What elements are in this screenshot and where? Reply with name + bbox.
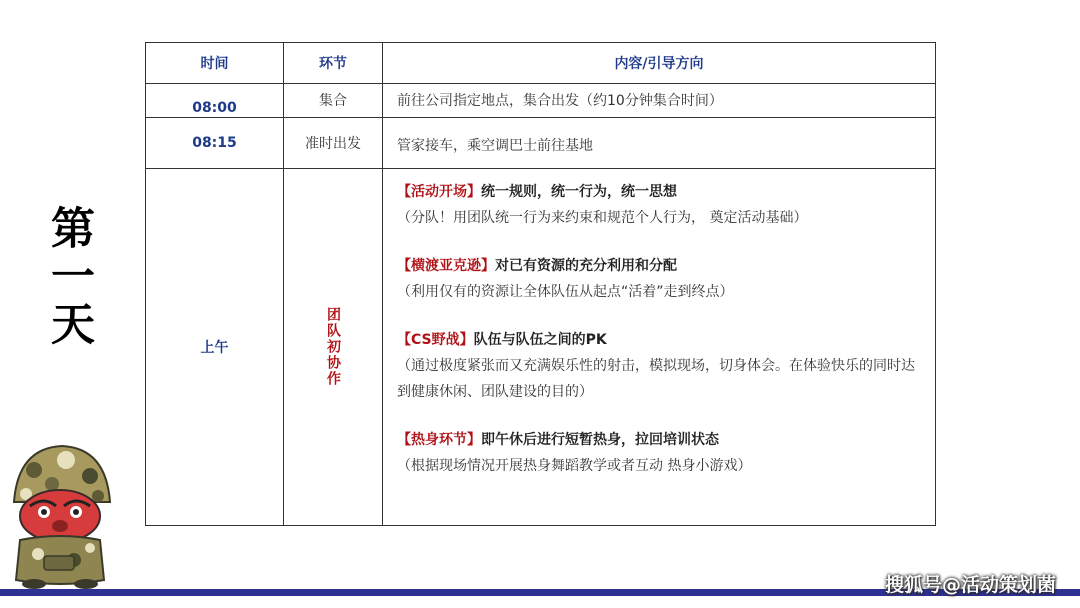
activity-desc: （利用仅有的资源让全体队伍从起点“活着”走到终点） — [397, 284, 734, 300]
activity-title: 队伍与队伍之间的PK — [473, 332, 607, 348]
activity-desc: （通过极度紧张而又充满娱乐性的射击，模拟现场，切身体会。在体验快乐的同时达到健康休闲、团队建设的目的） — [397, 358, 915, 400]
row-step-cell — [284, 169, 383, 526]
activity-desc: （根据现场情况开展热身舞蹈教学或者互动 热身小游戏） — [397, 458, 752, 474]
row-time: 08:15 — [146, 118, 284, 169]
activity-tag: 【活动开场】 — [397, 184, 481, 200]
activity-desc: （分队！用团队统一行为来约束和规范个人行为， 奠定活动基础） — [397, 210, 808, 226]
table-row — [146, 169, 936, 526]
header-step: 环节 — [284, 43, 383, 84]
header-content: 内容/引导方向 — [383, 43, 936, 84]
activity-title: 统一规则，统一行为，统一思想 — [481, 184, 677, 200]
activity-tag: 【横渡亚克逊】 — [397, 258, 495, 274]
header-time: 时间 — [146, 43, 284, 84]
activity-item — [397, 179, 921, 231]
row-content: 前往公司指定地点，集合出发（约10分钟集合时间） — [383, 84, 936, 118]
table-row — [146, 118, 936, 169]
table-row — [146, 84, 936, 118]
row-step: 准时出发 — [284, 118, 383, 169]
watermark: 搜狐号@活动策划菌 — [884, 574, 1056, 596]
activity-item — [397, 253, 921, 305]
row-content — [383, 169, 936, 526]
camouflage-soldier-mascot-icon — [4, 440, 116, 590]
table-header-row — [146, 43, 936, 84]
row-time: 08:00 — [146, 84, 284, 118]
activity-title: 对已有资源的充分利用和分配 — [495, 258, 677, 274]
row-time: 上午 — [146, 169, 284, 526]
activity-item — [397, 427, 921, 479]
activity-title: 即午休后进行短暂热身，拉回培训状态 — [481, 432, 719, 448]
activity-tag: 【CS野战】 — [397, 332, 474, 348]
row-content: 管家接车，乘空调巴士前往基地 — [383, 118, 936, 169]
row-step: 集合 — [284, 84, 383, 118]
team-collaboration-label: 团队初协作 — [325, 307, 341, 387]
schedule-table — [145, 42, 936, 526]
activity-item — [397, 327, 921, 405]
day-title: 第一天 — [43, 205, 94, 349]
activity-tag: 【热身环节】 — [397, 432, 481, 448]
